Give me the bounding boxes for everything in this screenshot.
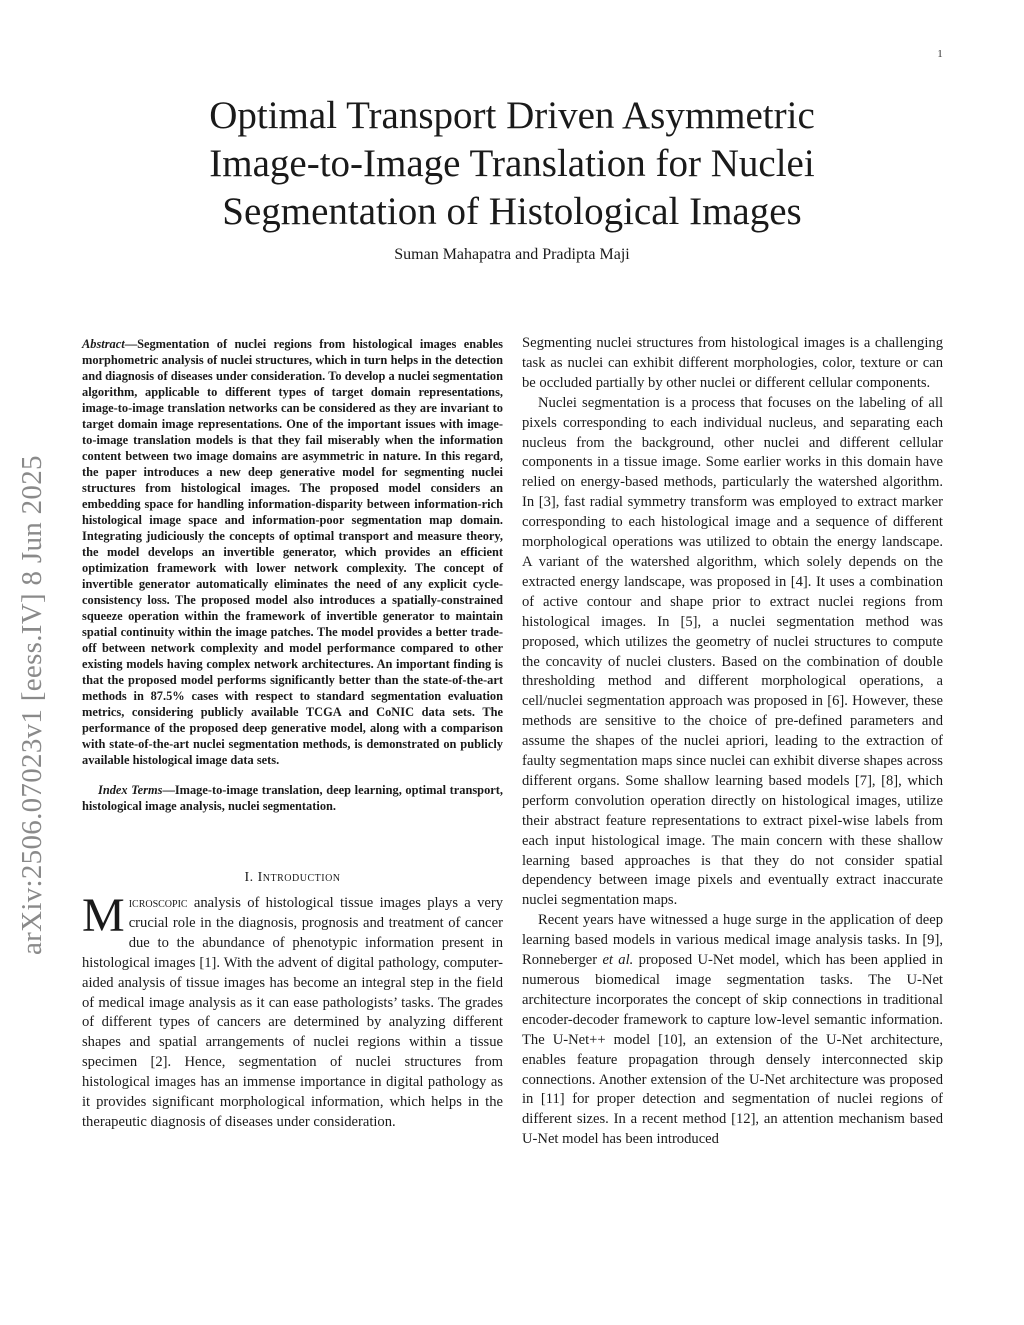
- drop-cap: M: [82, 889, 125, 942]
- section-title: Introduction: [257, 870, 341, 885]
- intro-paragraph-4-text-b: proposed U-Net model, which has been applied in numerous biomedical image segmentation tasks. The U-Net architecture incorporates the concept of skip connections in traditional encoder-decoder framework to capture low-level semantic information. The U-Net++ model [10], an extension of the U-Net architecture, enables feature propagation through densely interconnected skip connections. Another extension of the U-Net architecture was proposed in [11] for proper detection and segmentation of nuclei regions of different sizes. In a recent method [12], an attention mechanism based U-Net model has been introduced: [522, 952, 943, 1148]
- intro-paragraph-4-text-a: Recent years have witnessed a huge surge in the application of deep learning based models in various medical image analysis tasks. In [9], Ronneberger: [522, 912, 943, 969]
- abstract-label: Abstract: [82, 337, 125, 351]
- et-al: et al.: [602, 952, 634, 969]
- section-heading: [82, 870, 503, 886]
- intro-paragraph-4: [522, 911, 943, 1150]
- index-terms: [82, 782, 503, 814]
- page-number: 1: [937, 48, 943, 60]
- abstract: [82, 336, 503, 768]
- left-column: [82, 336, 503, 1133]
- abstract-text: —Segmentation of nuclei regions from histological images enables morphometric analysis of nuclei structures, which in turn helps in the detection and diagnosis of diseases under consideration. To develop a nuclei segmentation algorithm, applicable to different types of target domain representations, image-to-image translation networks can be considered as they are invariant to target domain image representations. One of the important issues with image-to-image translation models is that they fail miserably when the information content between two image domains are asymmetric in nature. In this regard, the paper introduces a new deep generative model for segmenting nuclei structures from histological images. The proposed model considers an embedding space for handling information-disparity between information-rich histological image space and information-poor segmentation map domain. Integrating judiciously the concepts of optimal transport and measure theory, the model develops an invertible generator, which provides an efficient optimization framework with lower network complexity. The concept of invertible generator automatically eliminates the need of any explicit cycle-consistency loss. The proposed model also introduces a spatially-constrained squeeze operation within the framework of invertible generator to maintain spatial continuity within the image patches. The model provides a better trade-off between network complexity and model performance compared to other existing models having complex network architectures. An important finding is that the proposed model performs significantly better than the state-of-the-art methods in 87.5% cases with respect to standard segmentation evaluation metrics, considering publicly available TCGA and CoNIC data sets. The performance of the proposed deep generative model, along with a comparison with state-of-the-art nuclei segmentation methods, is demonstrated on publicly available histological image data sets.: [82, 337, 503, 767]
- paper-title: Optimal Transport Driven Asymmetric Image-to-Image Translation for Nuclei Segmentation of Histological Images: [209, 94, 815, 233]
- intro-paragraph-3: Nuclei segmentation is a process that focuses on the labeling of all pixels corresponding to each individual nucleus, and separating each nucleus from the background, other nuclei and different cellular components in a tissue image. Some earlier works in this domain have relied on energy-based methods, particularly the watershed algorithm. In [3], fast radial symmetry transform was employed to extract marker corresponding to each histological image and a sequence of different morphological operations was utilized to obtain the energy landscape. A variant of the watershed algorithm, which solely depends on the extracted energy landscape, was proposed in [4]. It uses a combination of active contour and shape prior to extract nuclei regions from histological images. In [5], a nuclei segmentation method was proposed, which utilizes the geometry of nuclei structures to compute the concavity of nuclei clusters. Based on the combination of double thresholding method and different morphological operations, a cell/nuclei segmentation approach was proposed in [6]. However, these methods are sensitive to the choice of pre-defined parameters and assume the shapes of the nuclei apriori, leading to the extraction of faulty segmentation maps since nuclei can exhibit diverse shapes across different organs. Some shallow learning based models [7], [8], which perform convolution operation directly on histological images, utilize their abstract feature representations to extract pixel-wise labels from each input histological image. The main concern with these shallow learning based approaches is that they do not consider spatial dependency between image pixels and eventually extract inaccurate nuclei segmentation maps.: [522, 394, 943, 909]
- arxiv-identifier: arXiv:2506.07023v1 [eess.IV] 8 Jun 2025: [16, 455, 48, 955]
- lead-word: icroscopic: [128, 895, 188, 911]
- index-terms-label: Index Terms: [98, 783, 163, 797]
- intro-paragraph-2: Segmenting nuclei structures from histological images is a challenging task as nuclei can exhibit different morphologies, color, texture or can be occluded partially by other nuclei or different cellular components.: [522, 335, 943, 391]
- intro-paragraph-1-text: analysis of histological tissue images plays a very crucial role in the diagnosis, prognosis and treatment of cancer due to the abundance of phenotypic information present in histological images [1]. With the advent of digital pathology, computer-aided analysis of tissue images has become an integral step in the field of medical image analysis as it can ease pathologists’ tasks. The grades of different types of cancers are determined by analyzing different shapes and spatial arrangements of nuclei regions within a tissue specimen [2]. Hence, segmentation of nuclei structures from histological images has an immense importance in digital pathology as it provides significant morphological information, which helps in the therapeutic diagnosis of diseases under consideration.: [82, 895, 503, 1130]
- intro-paragraph-1: [82, 889, 503, 1133]
- author-list: Suman Mahapatra and Pradipta Maji: [394, 246, 630, 263]
- section-number: I.: [244, 870, 254, 885]
- index-terms-text: —Image-to-image translation, deep learning, optimal transport, histological image analysis, nuclei segmentation.: [82, 783, 503, 813]
- right-column: [522, 334, 943, 1150]
